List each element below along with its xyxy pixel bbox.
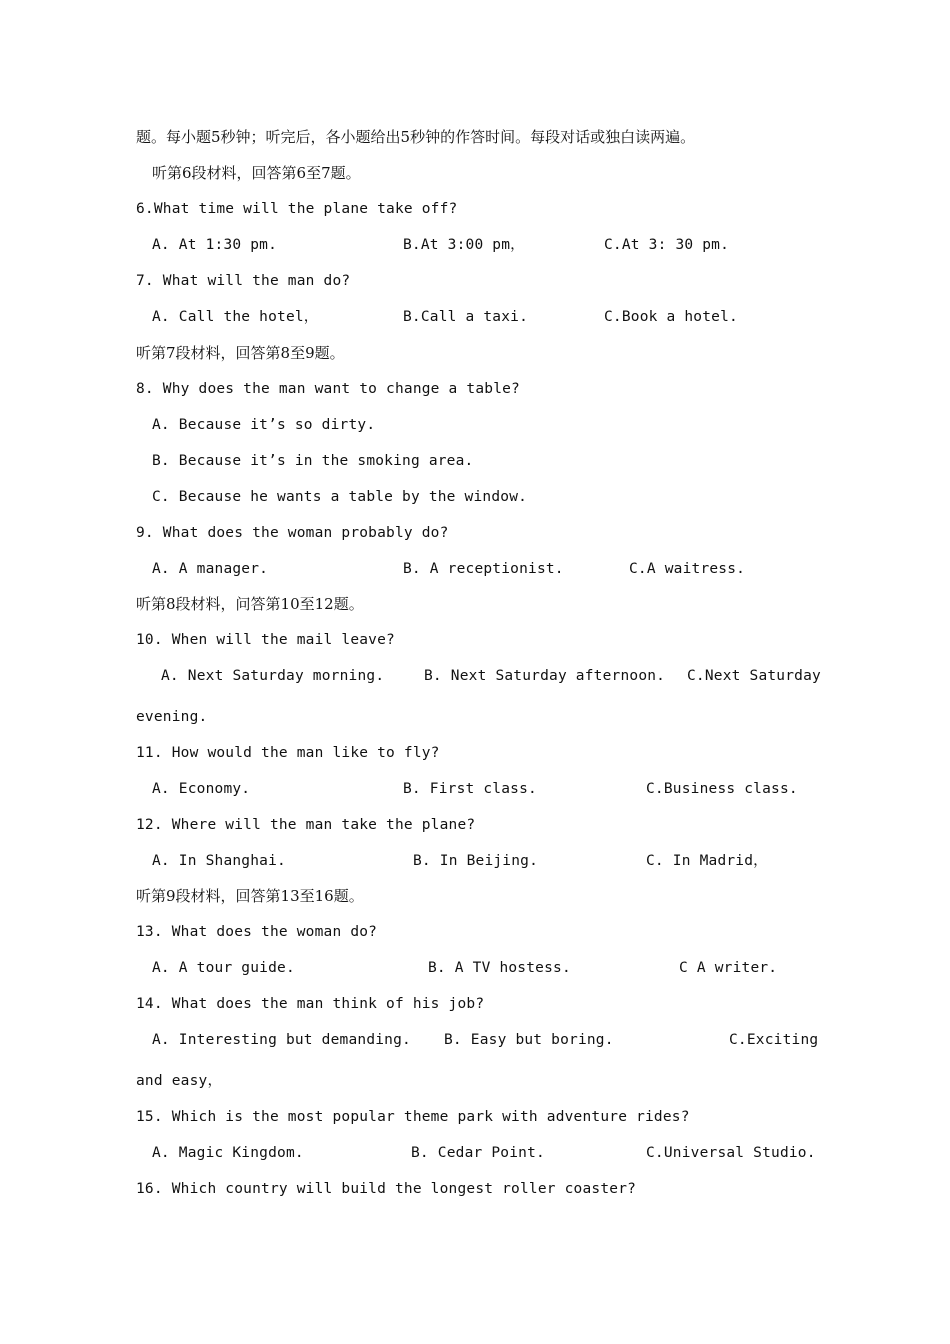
- option-b: B. Next Saturday afternoon.: [424, 668, 666, 684]
- question-8: 8. Why does the man want to change a table?: [136, 381, 520, 397]
- option-b: B. First class.: [403, 781, 537, 797]
- option-c-continued: and easy，: [136, 1073, 223, 1089]
- question-6: 6.What time will the plane take off?: [136, 201, 458, 217]
- section-6-heading: 听第6段材料，回答第6至7题。: [152, 164, 361, 182]
- instructions-line: 题。每小题5秒钟；听完后，各小题给出5秒钟的作答时间。每段对话或独白读两遍。: [136, 128, 696, 146]
- option-b: B. In Beijing.: [413, 853, 539, 869]
- option-c: C.Exciting: [729, 1032, 819, 1048]
- question-7: 7. What will the man do?: [136, 273, 351, 289]
- section-8-heading: 听第8段材料，问答第10至12题。: [136, 595, 364, 613]
- option-b: B. Easy but boring.: [444, 1032, 614, 1048]
- option-a: A. Magic Kingdom.: [152, 1145, 304, 1161]
- option-c: C.Next Saturday: [687, 668, 821, 684]
- option-b: B.At 3:00 pm，: [403, 237, 525, 253]
- option-c-continued: evening.: [136, 709, 208, 725]
- option-b: B. A TV hostess.: [428, 960, 571, 976]
- option-c: C.Book a hotel.: [604, 309, 738, 325]
- section-9-heading: 听第9段材料，回答第13至16题。: [136, 887, 364, 905]
- option-a: A. Call the hotel，: [152, 309, 319, 325]
- option-c: C.At 3: 30 pm.: [604, 237, 730, 253]
- question-9: 9. What does the woman probably do?: [136, 525, 449, 541]
- option-b: B. Because it’s in the smoking area.: [152, 453, 474, 469]
- question-12: 12. Where will the man take the plane?: [136, 817, 476, 833]
- question-16: 16. Which country will build the longest roller coaster?: [136, 1181, 637, 1197]
- option-c: C. Because he wants a table by the window.: [152, 489, 528, 505]
- question-13: 13. What does the woman do?: [136, 924, 378, 940]
- option-c: C.Business class.: [646, 781, 798, 797]
- option-a: A. Because it’s so dirty.: [152, 417, 376, 433]
- option-a: A. In Shanghai.: [152, 853, 286, 869]
- option-a: A. A tour guide.: [152, 960, 295, 976]
- option-c: C.Universal Studio.: [646, 1145, 816, 1161]
- option-a: A. Interesting but demanding.: [152, 1032, 411, 1048]
- option-c: C. In Madrid，: [646, 853, 768, 869]
- option-c: C A writer.: [679, 960, 778, 976]
- section-7-heading: 听第7段材料，回答第8至9题。: [136, 344, 345, 362]
- option-b: B.Call a taxi.: [403, 309, 529, 325]
- option-a: A. Economy.: [152, 781, 251, 797]
- option-b: B. A receptionist.: [403, 561, 564, 577]
- option-a: A. At 1:30 pm.: [152, 237, 278, 253]
- question-15: 15. Which is the most popular theme park with adventure rides?: [136, 1109, 690, 1125]
- question-11: 11. How would the man like to fly?: [136, 745, 440, 761]
- question-10: 10. When will the mail leave?: [136, 632, 395, 648]
- option-a: A. A manager.: [152, 561, 269, 577]
- option-b: B. Cedar Point.: [411, 1145, 545, 1161]
- option-c: C.A waitress.: [629, 561, 746, 577]
- option-a: A. Next Saturday morning.: [161, 668, 385, 684]
- question-14: 14. What does the man think of his job?: [136, 996, 485, 1012]
